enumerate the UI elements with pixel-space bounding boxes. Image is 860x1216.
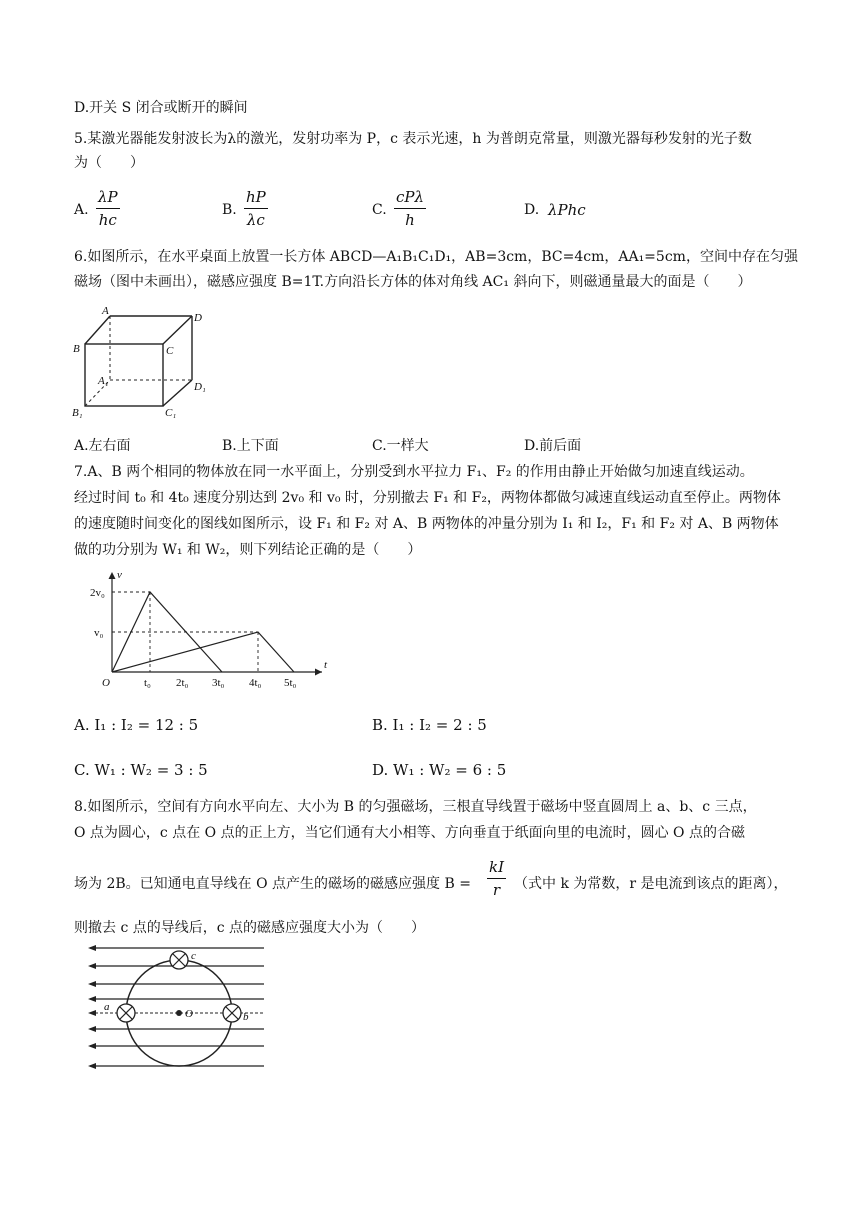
q5-a-denominator: hc (98, 211, 117, 229)
q7-stem-line4: 做的功分别为 W₁ 和 W₂，则下列结论正确的是（ ） (74, 542, 422, 558)
q5-option-b-fraction (244, 188, 268, 229)
q5-option-d-text: λPhc (548, 201, 586, 219)
field-label-b: b (243, 1011, 249, 1023)
cuboid-label-b1: B₁ (72, 407, 83, 419)
q6-option-c: C.一样大 (372, 438, 429, 454)
q8-stem-line1: 8.如图所示，空间有方向水平向左、大小为 B 的匀强磁场，三根直导线置于磁场中竖直圆周上 a、b、c 三点， (74, 799, 757, 815)
vt-x-tick-2t0: 2t₀ (176, 677, 189, 689)
field-label-c: c (191, 950, 196, 962)
q8-frac-numerator: kI (487, 858, 506, 879)
q5-option-c-label: C. (372, 202, 387, 218)
vt-x-tick-5t0: 5t₀ (284, 677, 297, 689)
q6-stem-line1: 6.如图所示，在水平桌面上放置一长方体 ABCD—A₁B₁C₁D₁，AB=3cm，BC=4cm，AA₁=5cm，空间中存在匀强 (74, 249, 798, 265)
cuboid-label-c: C (166, 345, 174, 357)
vt-x-tick-t0: t₀ (144, 677, 151, 689)
q8-stem-line3-pre: 场为 2B。已知通电直导线在 O 点产生的磁场的磁感应强度 B = (74, 876, 471, 892)
q8-stem-line4: 则撤去 c 点的导线后，c 点的磁感应强度大小为（ ） (74, 920, 426, 936)
q7-stem-line3: 的速度随时间变化的图线如图所示，设 F₁ 和 F₂ 对 A、B 两物体的冲量分别为 I₁ 和 I₂，F₁ 和 F₂ 对 A、B 两物体 (74, 516, 779, 532)
q7-option-c: C. W₁ : W₂ = 3 : 5 (74, 761, 208, 779)
vt-graph-svg (84, 568, 344, 694)
q6-option-d: D.前后面 (524, 438, 582, 454)
q5-a-numerator: λP (96, 188, 120, 209)
vt-x-tick-3t0: 3t₀ (212, 677, 225, 689)
q6-option-b: B.上下面 (222, 438, 279, 454)
cuboid-label-c1: C₁ (165, 407, 177, 419)
magnetic-field-figure (84, 942, 270, 1074)
q5-option-a-label: A. (74, 202, 89, 218)
q5-c-denominator: h (405, 211, 415, 229)
cuboid-label-d1: D₁ (194, 381, 206, 393)
q8-formula-fraction (487, 858, 506, 899)
q7-stem-line1: 7.A、B 两个相同的物体放在同一水平面上，分别受到水平拉力 F₁、F₂ 的作用由静止开始做匀加速直线运动。 (74, 464, 754, 480)
q5-stem-line2: 为（ ） (74, 155, 144, 171)
vt-y-tick-v0: v₀ (94, 627, 104, 639)
q7-option-a: A. I₁ : I₂ = 12 : 5 (74, 716, 199, 734)
q5-b-denominator: λc (246, 211, 265, 229)
cuboid-label-d: D (194, 312, 202, 324)
cuboid-label-a1: A₁ (98, 375, 109, 387)
q7-option-d: D. W₁ : W₂ = 6 : 5 (372, 761, 507, 779)
vt-graph (84, 568, 344, 694)
vt-x-axis-label: t (324, 659, 328, 671)
q4-option-d: D.开关 S 闭合或断开的瞬间 (74, 100, 248, 116)
field-label-o: O (185, 1008, 193, 1020)
q5-stem-line1: 5.某激光器能发射波长为λ的激光，发射功率为 P，c 表示光速，h 为普朗克常量，则激光器每秒发射的光子数 (74, 131, 752, 147)
magnetic-field-svg (84, 942, 270, 1074)
vt-origin-label: O (102, 677, 110, 689)
q5-option-b-label: B. (222, 202, 237, 218)
q7-option-b: B. I₁ : I₂ = 2 : 5 (372, 716, 487, 734)
q5-option-d-label: D. (524, 202, 540, 218)
vt-y-tick-2v0: 2v₀ (90, 587, 105, 599)
field-label-a: a (104, 1001, 110, 1013)
q6-stem-line2: 磁场（图中未画出），磁感应强度 B=1T.方向沿长方体的体对角线 AC₁ 斜向下，则磁通量最大的面是（ ） (74, 274, 752, 290)
q5-c-numerator: cPλ (394, 188, 426, 209)
cuboid-svg (70, 304, 220, 422)
cuboid-figure (70, 304, 220, 422)
q5-b-numerator: hP (244, 188, 268, 209)
q8-frac-denominator: r (492, 881, 501, 899)
vt-y-axis-label: v (117, 569, 122, 581)
q7-stem-line2: 经过时间 t₀ 和 4t₀ 速度分别达到 2v₀ 和 v₀ 时，分别撤去 F₁ 和 F₂，两物体都做匀减速直线运动直至停止。两物体 (74, 490, 781, 506)
q5-option-c-fraction (394, 188, 426, 229)
vt-x-tick-4t0: 4t₀ (249, 677, 262, 689)
q6-option-a: A.左右面 (74, 438, 131, 454)
q8-stem-line2: O 点为圆心，c 点在 O 点的正上方，当它们通有大小相等、方向垂直于纸面向里的电流时，圆心 O 点的合磁 (74, 825, 745, 841)
cuboid-label-b: B (73, 343, 80, 355)
q8-stem-line3-post: （式中 k 为常数，r 是电流到该点的距离）， (514, 876, 788, 892)
cuboid-label-a: A (102, 305, 109, 317)
q5-option-a-fraction (96, 188, 120, 229)
